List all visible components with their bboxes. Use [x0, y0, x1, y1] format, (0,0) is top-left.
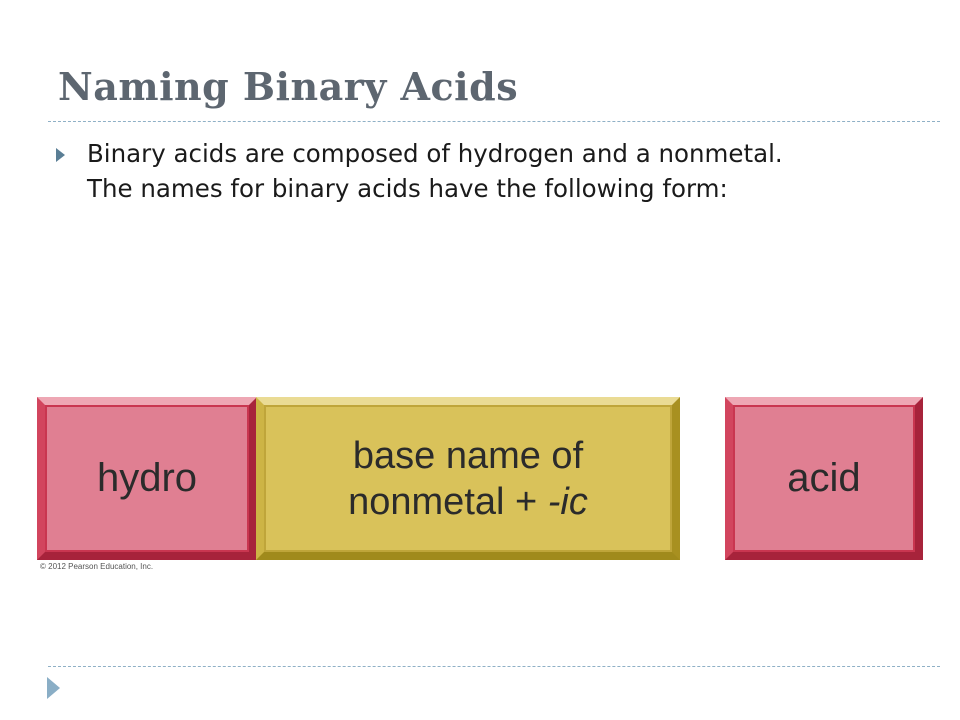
triangle-bullet-icon [56, 148, 65, 162]
title-divider [48, 121, 940, 122]
base-name-line-2-plain: nonmetal + [348, 480, 548, 523]
base-name-line-1: base name of [352, 434, 584, 477]
suffix-label: acid [787, 456, 861, 500]
prefix-block [37, 397, 257, 560]
copyright-notice: © 2012 Pearson Education, Inc. [40, 562, 154, 571]
footer-divider [48, 666, 940, 667]
base-name-line-2 [348, 479, 588, 525]
bullet-text [87, 136, 783, 206]
suffix-block [725, 397, 923, 560]
base-name-block [256, 397, 680, 560]
slide-title: Naming Binary Acids [58, 64, 519, 109]
prefix-label: hydro [96, 456, 198, 500]
bullet-line-2: The names for binary acids have the following form: [87, 174, 728, 203]
suffix-ic: -ic [547, 480, 588, 523]
triangle-nav-icon[interactable] [47, 677, 60, 699]
bullet-item [56, 136, 906, 206]
base-name-text [348, 433, 588, 525]
acid-naming-diagram [37, 397, 923, 560]
bullet-line-1: Binary acids are composed of hydrogen and a nonmetal. [87, 139, 783, 168]
